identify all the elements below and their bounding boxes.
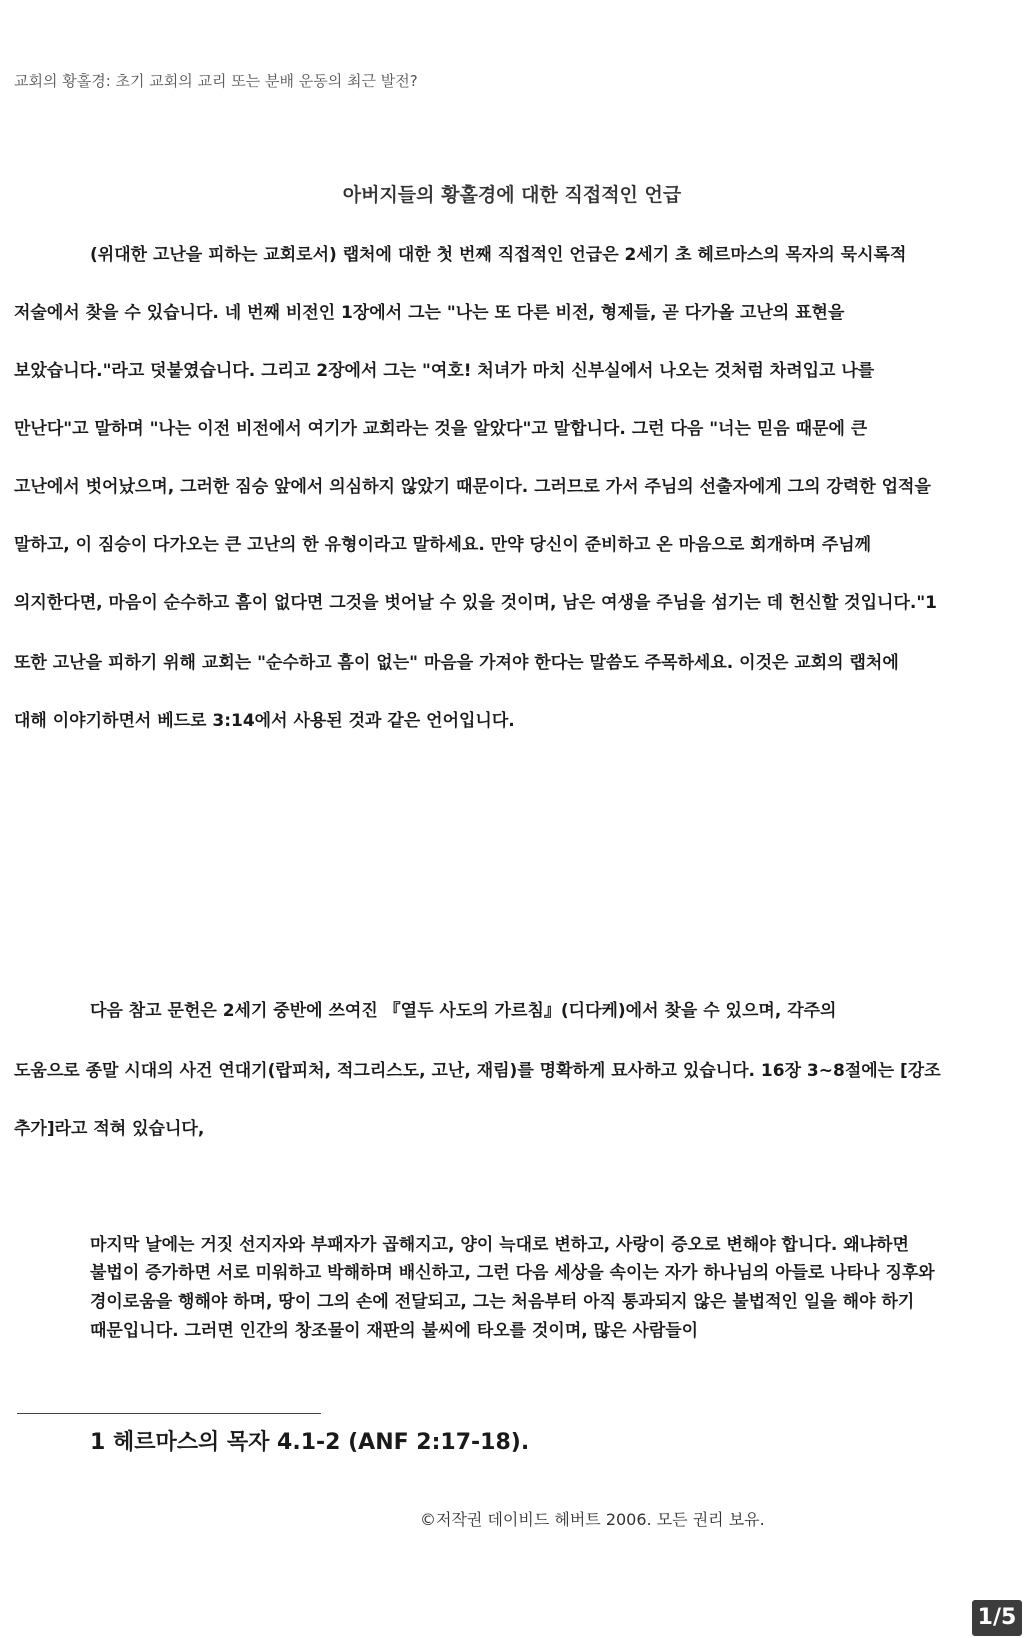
copyright-notice: ©저작권 데이비드 헤버트 2006. 모든 권리 보유. [420,1510,765,1529]
paragraph2-line: 추가]라고 적혀 있습니다, [14,1119,205,1139]
paragraph1-line: 고난에서 벗어났으며, 그러한 짐승 앞에서 의심하지 않았기 때문이다. 그러므로 가서 주님의 선출자에게 그의 강력한 업적을 [14,477,931,497]
paragraph2-line: 다음 참고 문헌은 2세기 중반에 쓰여진 『열두 사도의 가르침』(디다케)에서 찾을 수 있으며, 각주의 [90,1001,837,1021]
running-header: 교회의 황홀경: 초기 교회의 교리 또는 분배 운동의 최근 발전? [14,72,418,90]
paragraph1-line: (위대한 고난을 피하는 교회로서) 랩처에 대한 첫 번째 직접적인 언급은 2세기 초 헤르마스의 목자의 묵시록적 [90,245,907,265]
paragraph1-line: 만난다"고 말하며 "나는 이전 비전에서 여기가 교회라는 것을 알았다"고 말합니다. 그런 다음 "너는 믿음 때문에 큰 [14,419,868,439]
quote-line: 경이로움을 행해야 하며, 땅이 그의 손에 전달되고, 그는 처음부터 아직 통과되지 않은 불법적인 일을 해야 하기 [90,1292,915,1312]
paragraph1-line: 보았습니다."라고 덧붙였습니다. 그리고 2장에서 그는 "여호! 처녀가 마치 신부실에서 나오는 것처럼 차려입고 나를 [14,361,875,381]
footnote-separator [17,1413,321,1414]
quote-line: 때문입니다. 그러면 인간의 창조물이 재판의 불씨에 타오를 것이며, 많은 사람들이 [90,1321,699,1341]
paragraph1-line: 저술에서 찾을 수 있습니다. 네 번째 비전인 1장에서 그는 "나는 또 다른 비전, 형제들, 곧 다가올 고난의 표현을 [14,303,845,323]
quote-line: 마지막 날에는 거짓 선지자와 부패자가 곱해지고, 양이 늑대로 변하고, 사랑이 증오로 변해야 합니다. 왜냐하면 [90,1235,909,1255]
paragraph1-line: 말하고, 이 짐승이 다가오는 큰 고난의 한 유형이라고 말하세요. 만약 당신이 준비하고 온 마음으로 회개하며 주님께 [14,535,872,555]
paragraph1-line: 또한 고난을 피하기 위해 교회는 "순수하고 흠이 없는" 마음을 가져야 한다는 말씀도 주목하세요. 이것은 교회의 랩처에 [14,653,899,673]
footnote: 1 헤르마스의 목자 4.1-2 (ANF 2:17-18). [90,1430,530,1455]
paragraph1-line: 의지한다면, 마음이 순수하고 흠이 없다면 그것을 벗어날 수 있을 것이며, 남은 여생을 주님을 섬기는 데 헌신할 것입니다."1 [14,593,938,613]
quote-line: 불법이 증가하면 서로 미워하고 박해하며 배신하고, 그런 다음 세상을 속이는 자가 하나님의 아들로 나타나 징후와 [90,1263,935,1283]
paragraph2-line: 도움으로 종말 시대의 사건 연대기(랍피처, 적그리스도, 고난, 재림)를 명확하게 묘사하고 있습니다. 16장 3~8절에는 [강조 [14,1061,941,1081]
paragraph1-line: 대해 이야기하면서 베드로 3:14에서 사용된 것과 같은 언어입니다. [14,711,515,731]
page-indicator: 1/5 [972,1600,1022,1636]
section-heading: 아버지들의 황홀경에 대한 직접적인 언급 [342,184,682,206]
